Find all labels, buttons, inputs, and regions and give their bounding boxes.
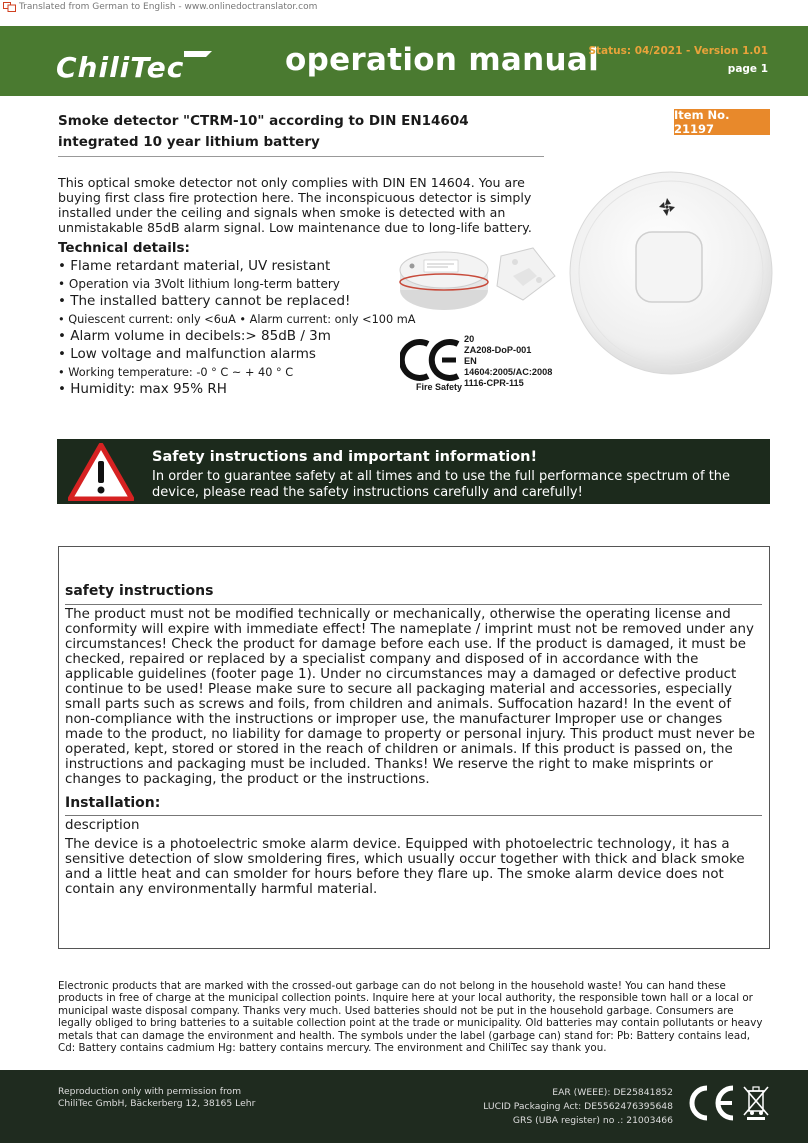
section-divider: [65, 815, 762, 816]
description-text: The device is a photoelectric smoke alarm device. Equipped with photoelectric technology, it has a sensitive detection of slow smoldering fires, which usually occur together with thick and black smoke and a little heat and can smolder for hours before they flare up. The smoke alarm device does not contain any environmentally harmful material.: [65, 837, 745, 897]
list-item: • Low voltage and malfunction alarms: [58, 345, 316, 362]
cert-dop: ZA208-DoP-001: [464, 345, 532, 355]
footer-copyright: [58, 1086, 255, 1110]
tech-details-list: [58, 258, 416, 399]
warning-triangle-icon: [68, 443, 134, 501]
footer-registrations: [483, 1086, 673, 1128]
disposal-note: Electronic products that are marked with the crossed-out garbage can do not belong in the household waste! You can hand these products in free of charge at the municipal collection points. Inquire here at your local authority, the responsible town hall or a local or municipal waste disposal company. Thanks very much. Used batteries should not be put in the household garbage. Consumers are legally obliged to bring batteries to a suitable collection point at the trade or municipality. Old batteries may contain pollutants or heavy metals that can damage the environment and health. The symbols under the label (garbage can) stand for: Pb: Battery contains lead, Cd: Battery contains cadmium Hg: battery contains mercury. The environment and ChiliTec say thank you.: [58, 980, 763, 1055]
list-item: • Alarm volume in decibels:> 85dB / 3m: [58, 328, 331, 345]
list-item: • The installed battery cannot be replaced!: [58, 293, 351, 310]
footer-reproduction: Reproduction only with permission from: [58, 1086, 242, 1097]
cert-cpr: 1116-CPR-115: [464, 378, 524, 388]
section-divider: [65, 604, 762, 605]
cert-standard: EN 14604:2005/AC:2008: [464, 356, 553, 377]
detector-side-photo: [398, 246, 490, 316]
banner-text: In order to guarantee safety at all times and to use the full performance spectrum of the device, please read the safety instructions carefully and carefully!: [152, 469, 731, 500]
footer-lucid: LUCID Packaging Act: DE5562476395648: [483, 1101, 673, 1112]
page-title: operation manual: [285, 42, 600, 78]
safety-heading: safety instructions: [65, 583, 214, 599]
footer-address: ChiliTec GmbH, Bäckerberg 12, 38165 Lehr: [58, 1098, 256, 1109]
translation-text: Translated from German to English - www.onlinedoctranslator.com: [19, 2, 318, 12]
fire-safety-caption: Fire Safety: [416, 382, 463, 392]
list-item: • Operation via 3Volt lithium long-term battery: [58, 276, 340, 291]
list-item: • Humidity: max 95% RH: [58, 381, 227, 398]
list-item: • Flame retardant material, UV resistant: [58, 258, 331, 274]
chilitec-logo: [56, 47, 216, 83]
list-item: • Working temperature: -0 ° C ~ + 40 ° C: [58, 365, 294, 379]
intro-paragraph: This optical smoke detector not only complies with DIN EN 14604. You are buying first class fire protection here. The inconspicuous detector is simply installed under the ceiling and signals when smoke is detected with an unmistakable 85dB alarm signal. Low maintenance due to long-life battery.: [58, 175, 532, 235]
certification-lines: [464, 334, 560, 389]
detector-front-photo: [568, 170, 774, 376]
page-number: page 1: [727, 63, 768, 75]
installation-heading: Installation:: [65, 795, 161, 811]
crossed-bin-icon: [742, 1083, 770, 1121]
ce-mark-icon: [400, 338, 462, 382]
product-title: Smoke detector "CTRM-10" according to DIN EN14604 integrated 10 year lithium battery: [58, 111, 544, 157]
ce-mark-icon: [684, 1083, 736, 1123]
translation-notice[interactable]: [0, 0, 317, 14]
footer-ear: EAR (WEEE): DE25841852: [552, 1087, 673, 1098]
list-item: • Quiescent current: only <6uA • Alarm current: only <100 mA: [58, 312, 416, 326]
mounting-plate-photo: [493, 246, 559, 302]
cert-year: 20: [464, 334, 475, 344]
header-bar: [0, 26, 808, 96]
document-status: Status: 04/2021 - Version 1.01: [588, 45, 768, 57]
svg-text:ChiliTec: ChiliTec: [56, 51, 185, 83]
safety-text: The product must not be modified technically or mechanically, otherwise the operating license and conformity will expire with immediate effect! The nameplate / imprint must not be removed under any circumstances! Check the product for damage before each use. If the product is damaged, it must be checked, repaired or replaced by a specialist company and disposed of in accordance with the applicable guidelines (footer page 1). Under no circumstances may a damaged or defective product continue to be used! Please make sure to secure all packaging material and accessories, especially small parts such as screws and foils, from children and animals. Suffocation hazard! In the event of non-compliance with the instructions or improper use, the manufacturer Improper use or changes made to the product, no liability for damage to property or personal injury. This product must never be operated, kept, stored or stored in the reach of children or animals. If this product is passed on, the instructions and packaging must be included. Thanks! We reserve the right to make misprints or changes to packaging, the product or the instructions.: [65, 607, 756, 787]
ce-certification: [400, 334, 560, 396]
description-label: description: [65, 818, 140, 833]
translate-icon: [3, 2, 16, 12]
item-number-badge: Item No. 21197: [674, 109, 770, 135]
banner-title: Safety instructions and important information!: [152, 449, 538, 465]
tech-details-heading: Technical details:: [58, 240, 190, 256]
footer-grs: GRS (UBA register) no .: 21003466: [512, 1115, 673, 1126]
